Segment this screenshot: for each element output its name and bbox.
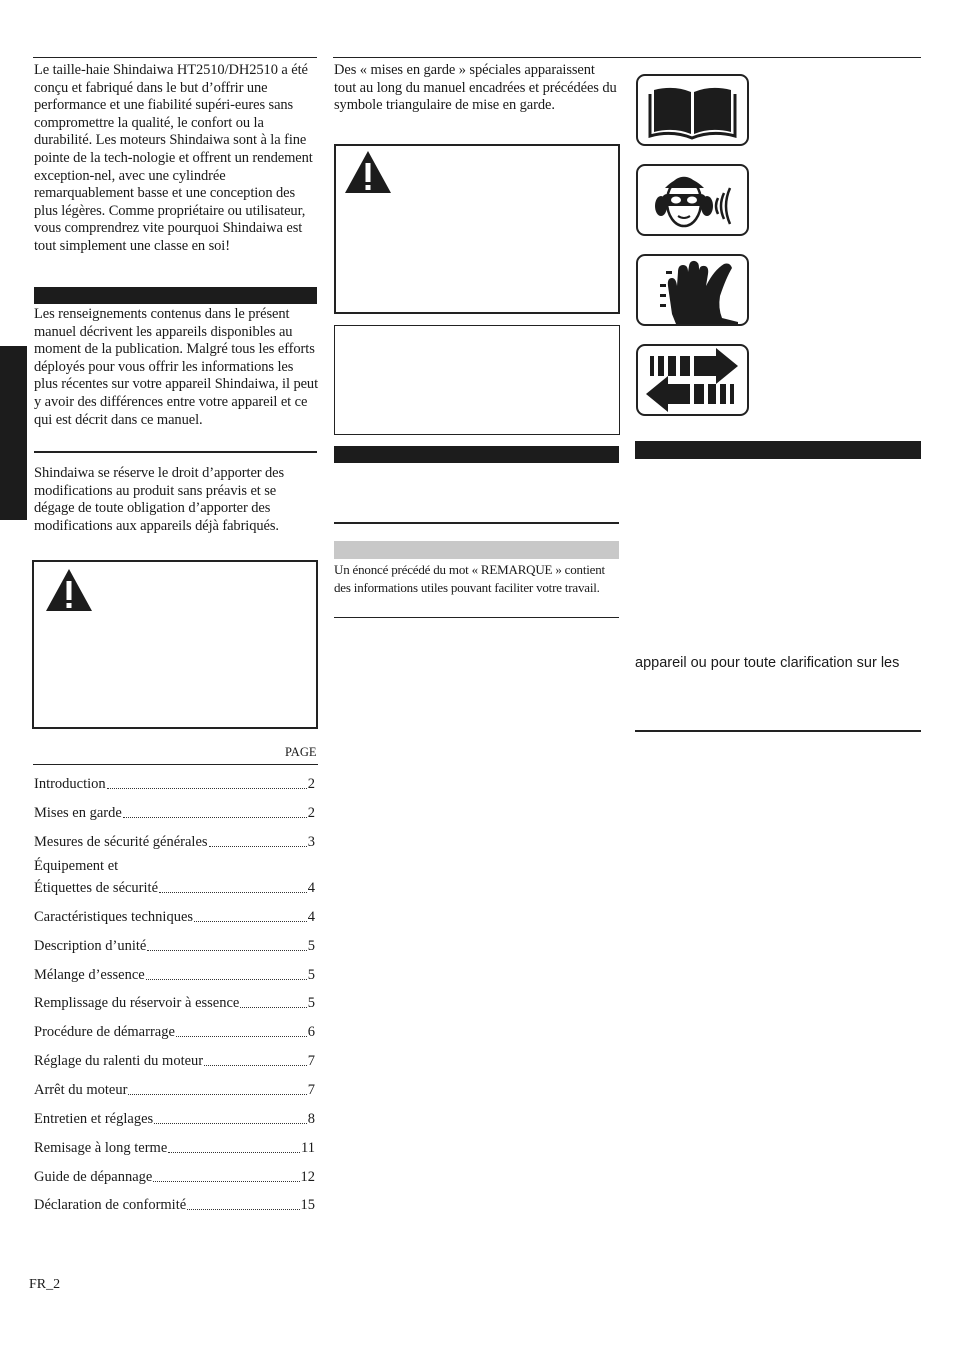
toc-leader-dots bbox=[240, 1007, 306, 1008]
toc-item-page: 12 bbox=[300, 1169, 315, 1185]
toc-item-label: Remisage à long terme bbox=[34, 1140, 168, 1156]
toc-item-label: Description d’unité bbox=[34, 938, 147, 954]
toc-leader-dots bbox=[168, 1152, 300, 1153]
col1-top-rule bbox=[33, 57, 317, 58]
toc-item-label: Mesures de sécurité générales bbox=[34, 834, 208, 850]
toc-leader-dots bbox=[176, 1036, 307, 1037]
toc-item bbox=[34, 909, 315, 926]
manual-icon bbox=[638, 76, 747, 144]
toc-item-page: 5 bbox=[307, 995, 315, 1011]
toc-leader-dots bbox=[209, 846, 307, 847]
toc-top-rule bbox=[33, 764, 318, 765]
toc-item bbox=[34, 1197, 315, 1214]
toc-page-header: PAGE bbox=[285, 745, 317, 759]
important-header-bar bbox=[334, 446, 619, 463]
warning-box-2 bbox=[334, 144, 620, 314]
toc-item-page: 6 bbox=[307, 1024, 315, 1040]
toc-item-label: Caractéristiques techniques bbox=[34, 909, 194, 925]
toc-item-label: Mises en garde bbox=[34, 805, 122, 821]
toc-item-page: 2 bbox=[307, 776, 315, 792]
toc-item bbox=[34, 995, 315, 1012]
head-protection-icon bbox=[638, 166, 747, 234]
col2-top-rule bbox=[333, 57, 921, 58]
toc-leader-dots bbox=[147, 950, 306, 951]
toc-item-label: Déclaration de conformité bbox=[34, 1197, 187, 1213]
toc-item-label: Guide de dépannage bbox=[34, 1169, 153, 1185]
note-header-bar bbox=[334, 541, 619, 559]
toc-item-page: 11 bbox=[301, 1140, 315, 1156]
toc-item-page: 5 bbox=[307, 938, 315, 954]
note-paragraph: Un énoncé précédé du mot « REMARQUE » contient des informations utiles pouvant faciliter votre travail. bbox=[334, 562, 605, 595]
toc-leader-dots bbox=[128, 1094, 306, 1095]
toc-item-page: 7 bbox=[307, 1053, 315, 1069]
toc-item bbox=[34, 805, 315, 822]
toc-item bbox=[34, 880, 315, 897]
toc-item bbox=[34, 776, 315, 793]
col3-bottom-rule bbox=[635, 730, 921, 732]
direction-arrows-icon bbox=[638, 346, 747, 414]
toc-item-page: 4 bbox=[307, 909, 315, 925]
direction-arrows-icon-frame bbox=[636, 344, 749, 416]
caution-box bbox=[334, 325, 620, 435]
toc-item bbox=[34, 1053, 315, 1070]
toc-item bbox=[34, 1169, 315, 1186]
toc-item-label: Entretien et réglages bbox=[34, 1111, 154, 1127]
manual-icon-frame bbox=[636, 74, 749, 146]
toc-leader-dots bbox=[153, 1181, 299, 1182]
warning-triangle-icon bbox=[343, 149, 393, 195]
toc-item-label: Remplissage du réservoir à essence bbox=[34, 995, 240, 1011]
toc-item bbox=[34, 967, 315, 984]
toc-item bbox=[34, 938, 315, 955]
toc-item-page: 7 bbox=[307, 1082, 315, 1098]
toc-item-page: 3 bbox=[307, 834, 315, 850]
toc-item-label: Étiquettes de sécurité bbox=[34, 880, 159, 896]
rights-paragraph: Shindaiwa se réserve le droit d’apporter des modifications au produit sans préavis et se dégage de toute obligation d’apporter des modifications aux appareils déjà fabriqués. bbox=[34, 465, 285, 534]
col3-header-bar bbox=[635, 441, 921, 459]
note-bottom-rule bbox=[334, 617, 619, 618]
toc-item-label: Arrêt du moteur bbox=[34, 1082, 128, 1098]
toc-item-page: 4 bbox=[307, 880, 315, 896]
toc-item-label: Réglage du ralenti du moteur bbox=[34, 1053, 204, 1069]
important-bottom-rule bbox=[334, 522, 619, 524]
toc-item-label: Procédure de démarrage bbox=[34, 1024, 175, 1040]
warning-triangle-icon bbox=[44, 567, 94, 613]
toc-leader-dots bbox=[194, 921, 307, 922]
glove-icon bbox=[638, 256, 747, 324]
toc-item-page: 15 bbox=[300, 1197, 315, 1213]
toc-leader-dots bbox=[146, 979, 307, 980]
toc-item bbox=[34, 834, 315, 851]
toc-leader-dots bbox=[123, 817, 307, 818]
toc-item-label: Introduction bbox=[34, 776, 106, 792]
language-side-tab bbox=[0, 346, 27, 520]
toc-item bbox=[34, 1140, 315, 1157]
info-paragraph: Les renseignements contenus dans le présent manuel décrivent les appareils disponibles au moment de la publication. Malgré tous les efforts déployés pour vous offrir les informations les plus récentes sur votre appareil Shindaiwa, il peut y avoir des différences entre votre appareil et ce qui est décrit dans ce manuel. bbox=[34, 306, 319, 428]
intro-paragraph: Le taille-haie Shindaiwa HT2510/DH2510 a été conçu et fabriqué dans le but d’offrir une performance et une fiabilité supéri-eures sans compromettre la qualité, le confort ou la durabilité. Les moteurs Shindaiwa sont à la fine pointe de la tech-nologie et offrent un rendement exception-nel, avec une cylindrée remarquablement basse et une conception des plus légères. Comme propriétaire ou utilisateur, vous comprendrez vite pourquoi Shindaiwa est tout simplement une classe en soi! bbox=[34, 62, 313, 254]
head-protection-icon-frame bbox=[636, 164, 749, 236]
toc-item-label: Mélange d’essence bbox=[34, 967, 145, 983]
toc-item bbox=[34, 1111, 315, 1128]
toc-item-page: 2 bbox=[307, 805, 315, 821]
toc-leader-dots bbox=[159, 892, 307, 893]
toc-item-page: 5 bbox=[307, 967, 315, 983]
warning-box-1 bbox=[32, 560, 318, 729]
toc-item bbox=[34, 1082, 315, 1099]
toc-leader-dots bbox=[154, 1123, 307, 1124]
warnings-intro-paragraph: Des « mises en garde » spéciales apparaissent tout au long du manuel encadrées et précédées du symbole triangulaire de mise en garde. bbox=[334, 62, 617, 114]
toc-leader-dots bbox=[107, 788, 307, 789]
toc-item-prefix: Équipement et bbox=[34, 858, 119, 874]
section-header-bar bbox=[34, 287, 317, 304]
toc-leader-dots bbox=[204, 1065, 307, 1066]
col3-text-fragment: appareil ou pour toute clarification sur les bbox=[635, 655, 900, 671]
toc-item bbox=[34, 1024, 315, 1041]
info-bottom-rule bbox=[34, 451, 317, 453]
page-number: FR_2 bbox=[29, 1277, 61, 1292]
toc-item-page: 8 bbox=[307, 1111, 315, 1127]
toc-leader-dots bbox=[187, 1209, 299, 1210]
glove-icon-frame bbox=[636, 254, 749, 326]
